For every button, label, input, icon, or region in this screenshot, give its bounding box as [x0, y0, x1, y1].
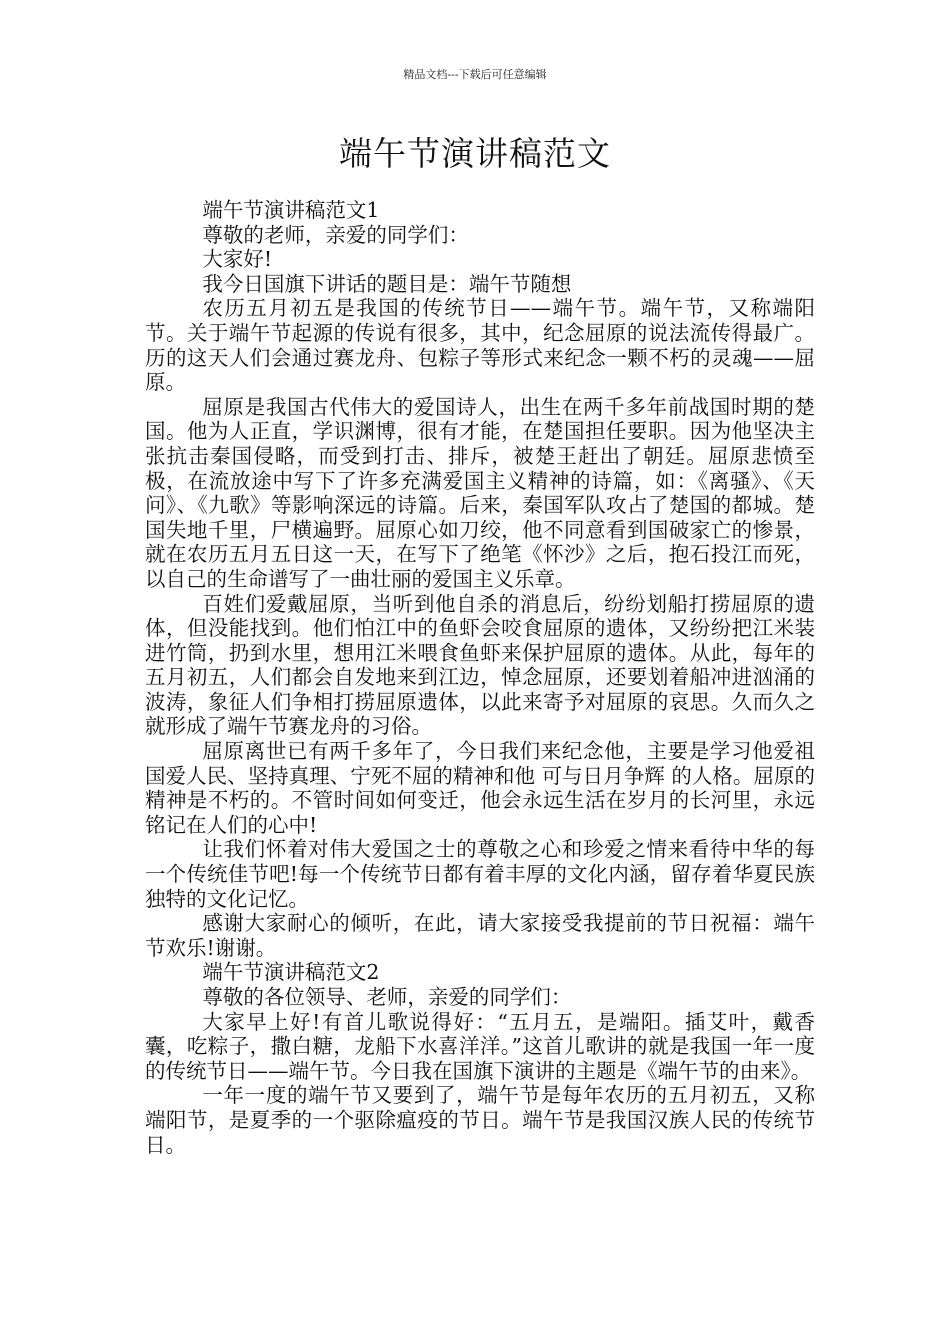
- document-body: [145, 198, 815, 1157]
- paragraph: 让我们怀着对伟大爱国之士的尊敬之心和珍爱之情来看待中华的每一个传统佳节吧!每一个传统节日都有着丰厚的文化内涵，留存着华夏民族独特的文化记忆。: [145, 837, 815, 911]
- paragraph: 感谢大家耐心的倾听，在此，请大家接受我提前的节日祝福：端午节欢乐!谢谢。: [145, 911, 815, 960]
- page-title: 端午节演讲稿范文: [339, 134, 611, 173]
- paragraph: 端午节演讲稿范文1: [202, 198, 380, 222]
- paragraph: 端午节演讲稿范文2: [202, 960, 380, 985]
- paragraph: 百姓们爱戴屈原，当听到他自杀的消息后，纷纷划船打捞屈原的遗体，但没能找到。他们怕江中的鱼虾会咬食屈原的遗体，又纷纷把江米装进竹筒，扔到水里，想用江米喂食鱼虾来保护屈原的遗体。从此，每年的五月初五，人们都会自发地来到江边，悼念屈原，还要划着船冲进汹涌的波涛，象征人们争相打捞屈原遗体，以此来寄予对屈原的哀思。久而久之就形成了端午节赛龙舟的习俗。: [145, 591, 815, 739]
- paragraph: 尊敬的各位领导、老师，亲爱的同学们：: [202, 985, 572, 1009]
- paragraph: 一年一度的端午节又要到了，端午节是每年农历的五月初五，又称端阳节，是夏季的一个驱除瘟疫的节日。端午节是我国汉族人民的传统节日。: [145, 1083, 815, 1157]
- paragraph: 农历五月初五是我国的传统节日——端午节。端午节，又称端阳节。关于端午节起源的传说有很多，其中，纪念屈原的说法流传得最广。历的这天人们会通过赛龙舟、包粽子等形式来纪念一颗不朽的灵魂——屈原。: [145, 296, 815, 395]
- paragraph: 我今日国旗下讲话的题目是：端午节随想: [202, 271, 572, 296]
- paragraph: 屈原离世已有两千多年了，今日我们来纪念他，主要是学习他爱祖国爱人民、坚持真理、宁死不屈的精神和他 可与日月争辉 的人格。屈原的精神是不朽的。不管时间如何变迁，他会永远生活在岁月的长河里，永远铭记在人们的心中!: [145, 739, 815, 837]
- paragraph: 大家好!: [202, 247, 273, 272]
- page-header: 精品文档---下载后可任意编辑: [403, 68, 547, 81]
- paragraph: 大家早上好!有首儿歌说得好：“五月五，是端阳。插艾叶，戴香囊，吃粽子，撒白糖，龙船下水喜洋洋。”这首儿歌讲的就是我国一年一度的传统节日——端午节。今日我在国旗下演讲的主题是《端午节的由来》。: [145, 1009, 815, 1083]
- paragraph: 尊敬的老师，亲爱的同学们：: [202, 222, 469, 247]
- paragraph: 屈原是我国古代伟大的爱国诗人，出生在两千多年前战国时期的楚国。他为人正直，学识渊博，很有才能，在楚国担任要职。因为他坚决主张抗击秦国侵略，而受到打击、排斥，被楚王赶出了朝廷。屈原悲愤至极，在流放途中写下了许多充满爱国主义精神的诗篇，如：《离骚》、《天问》、《九歌》等影响深远的诗篇。后来，秦国军队攻占了楚国的都城。楚国失地千里，尸横遍野。屈原心如刀绞，他不同意看到国破家亡的惨景，就在农历五月五日这一天，在写下了绝笔《怀沙》之后，抱石投江而死，以自己的生命谱写了一曲壮丽的爱国主义乐章。: [145, 394, 815, 591]
